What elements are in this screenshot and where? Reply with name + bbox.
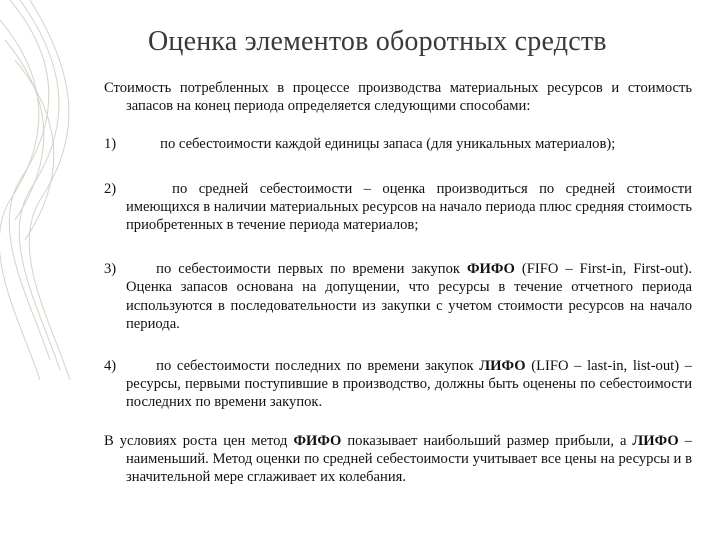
item-text-after: (FIFO – First-in, First-out). Оценка запасов основана на допущении, что ресурсы в течение отчетного периода используются в последовательности из закупки с учетом стоимости ресурсов на начало периода.: [126, 261, 692, 332]
item-number: 2): [104, 180, 117, 197]
conclusion-bold-lifo: ЛИФО: [632, 432, 679, 449]
slide-title: Оценка элементов оборотных средств: [148, 26, 607, 57]
conclusion-text-before: В условиях роста цен метод: [104, 432, 294, 449]
item-number: 4): [104, 358, 117, 375]
list-item-4: [104, 357, 692, 412]
intro-paragraph: Стоимость потребленных в процессе производства материальных ресурсов и стоимость запасов на конец периода определяется следующими способами:: [104, 80, 692, 115]
list-item-1: [104, 135, 692, 153]
conclusion-paragraph: [104, 432, 692, 487]
item-number: 3): [104, 261, 117, 278]
list-item-3: [104, 260, 692, 333]
conclusion-text-after: – наименьший. Метод оценки по средней себестоимости учитывает все цены на ресурсы и в значительной мере сглаживает их колебания.: [126, 432, 692, 486]
item-text-before: по себестоимости первых по времени закупок: [156, 261, 467, 278]
item-text-before: по себестоимости последних по времени закупок: [156, 358, 480, 375]
conclusion-text-middle: показывает наибольший размер прибыли, а: [341, 432, 633, 449]
item-text-after: (LIFO – last-in, list-out) – ресурсы, первыми поступившие в производство, должны быть оценены по себестоимости последних по времени закупок.: [126, 358, 692, 411]
item-text: по себестоимости каждой единицы запаса (для уникальных материалов);: [160, 136, 616, 153]
slide-body: [104, 79, 692, 486]
item-bold-term: ФИФО: [466, 261, 515, 278]
list-item-2: [104, 180, 692, 235]
conclusion-bold-fifo: ФИФО: [293, 432, 342, 449]
decorative-swirl: [0, 0, 80, 540]
item-number: 1): [104, 136, 117, 153]
item-bold-term: ЛИФО: [479, 358, 526, 375]
item-text: по средней себестоимости – оценка производиться по средней стоимости имеющихся в наличии материальных ресурсов на начало периода плюс средняя стоимость приобретенных в течение периода материалов;: [126, 180, 692, 234]
